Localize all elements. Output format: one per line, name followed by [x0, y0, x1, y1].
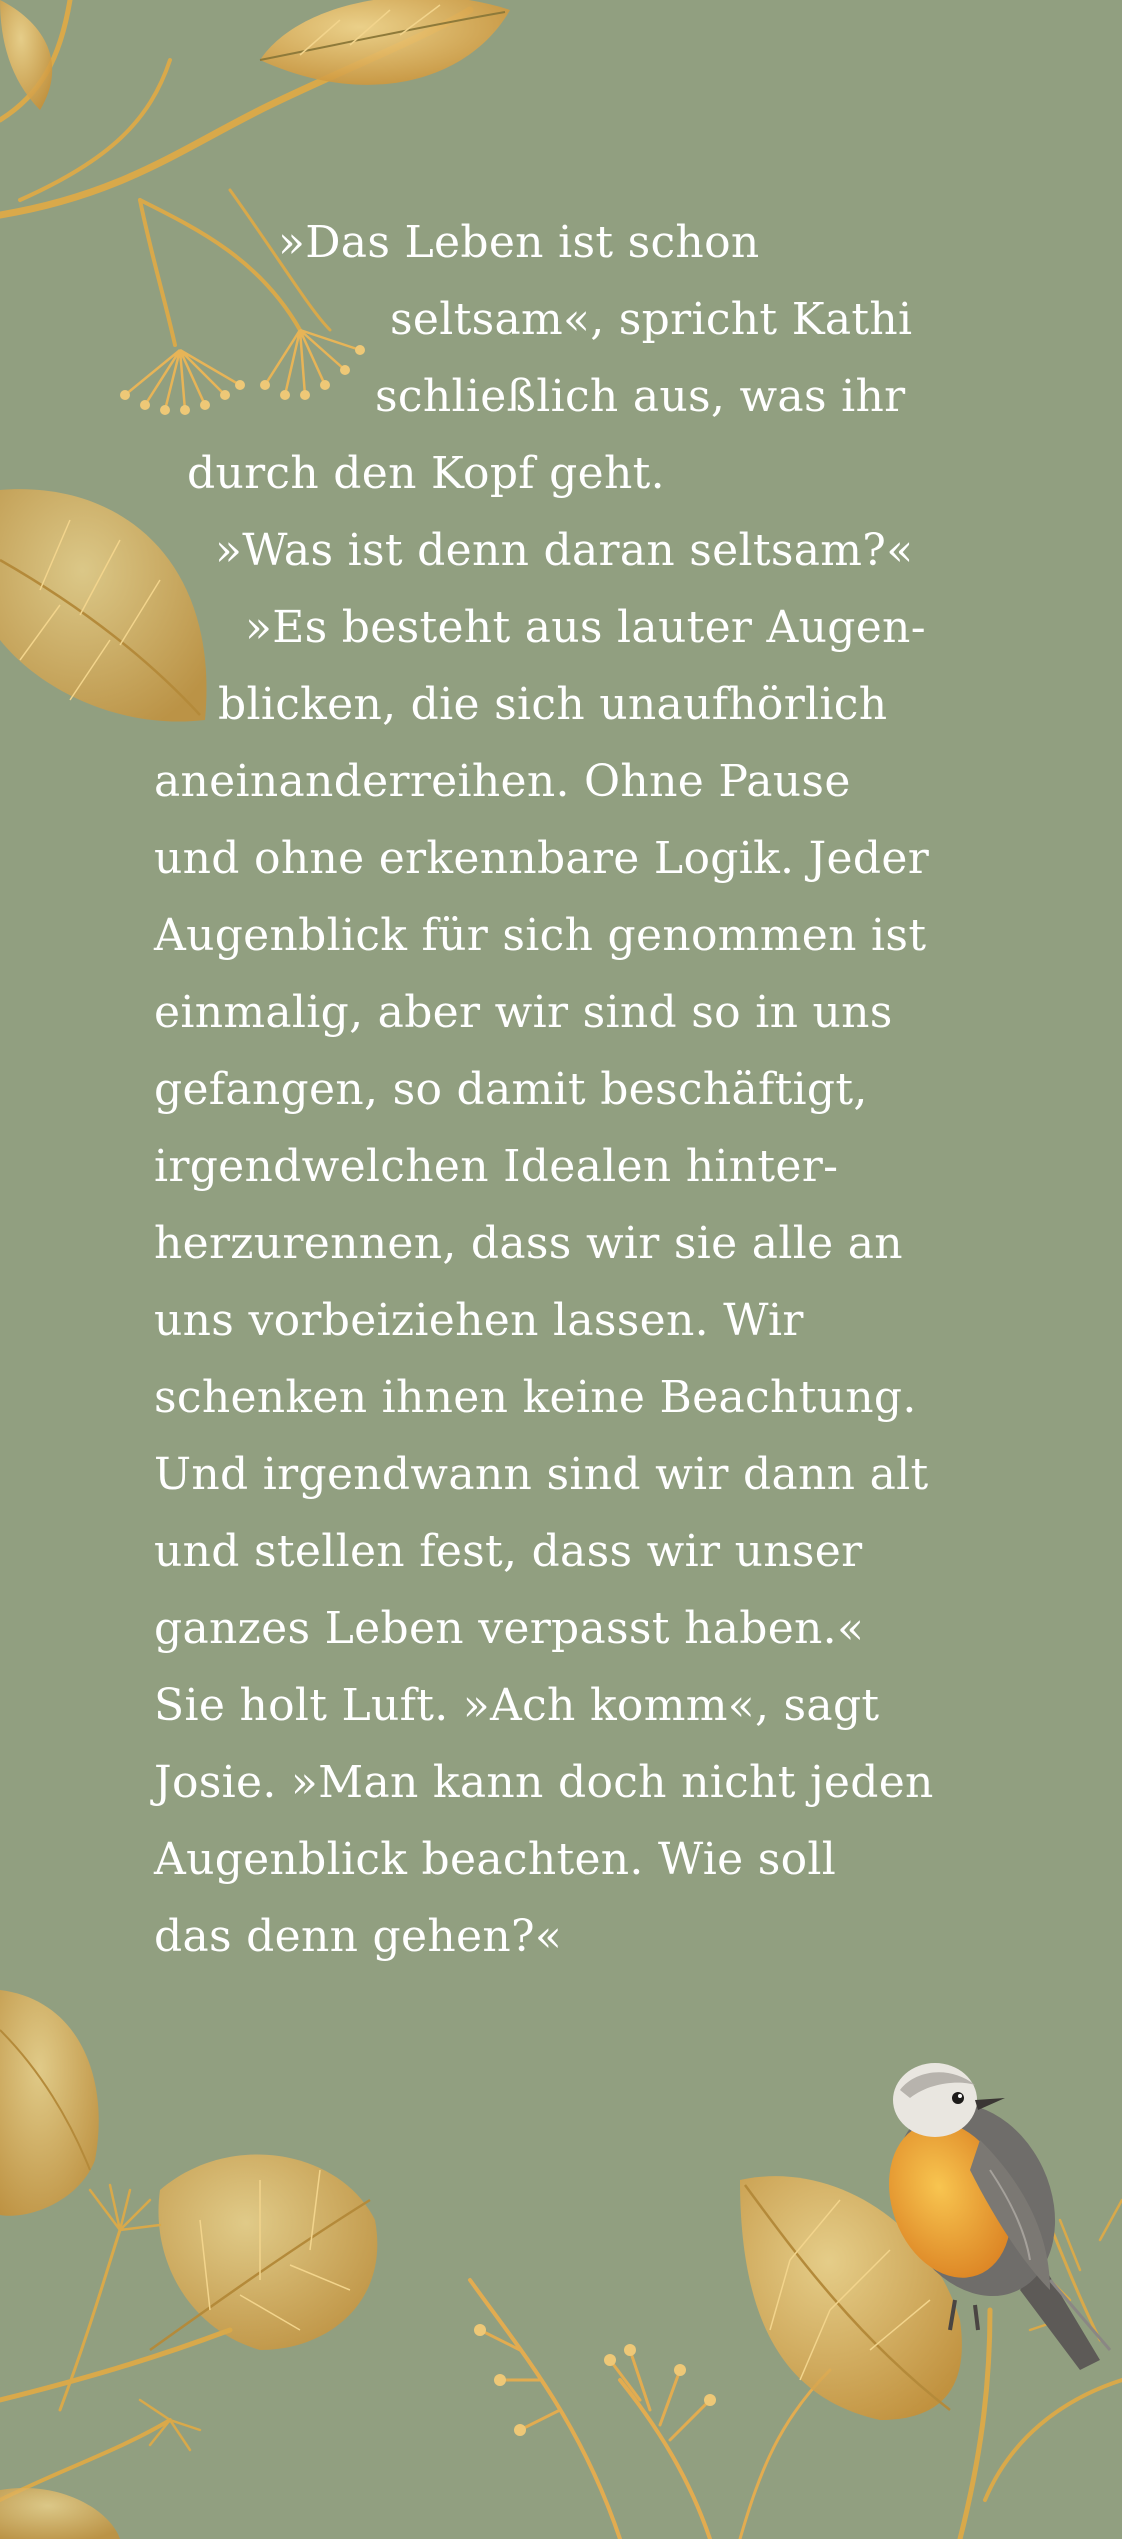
text-line: gefangen, so damit beschäftigt, [154, 1064, 868, 1115]
umbel-flowers-top [125, 330, 360, 410]
text-line: Augenblick für sich genommen ist [154, 910, 927, 961]
text-line: seltsam«, spricht Kathi [390, 294, 913, 345]
text-line: uns vorbeiziehen lassen. Wir [154, 1295, 804, 1346]
text-line: »Das Leben ist schon [278, 217, 760, 268]
text-line: »Was ist denn daran seltsam?« [215, 525, 914, 576]
top-small-leaf [0, 0, 52, 110]
text-line: blicken, die sich unaufhörlich [218, 679, 888, 730]
text-line: Josie. »Man kann doch nicht jeden [154, 1757, 934, 1808]
bottom-left-leaf-1 [0, 1990, 99, 2216]
text-line: durch den Kopf geht. [187, 448, 665, 499]
bottom-left-leaf-3 [0, 2488, 120, 2539]
text-line: das denn gehen?« [154, 1911, 563, 1962]
text-line: und stellen fest, dass wir unser [154, 1526, 863, 1577]
text-line: herzurennen, dass wir sie alle an [154, 1218, 903, 1269]
text-line: Augenblick beachten. Wie soll [154, 1834, 837, 1885]
top-leaf [260, 0, 510, 85]
text-line: ganzes Leben verpasst haben.« [154, 1603, 865, 1654]
bottom-left-leaf-2 [150, 2154, 377, 2350]
text-line: irgendwelchen Idealen hinter- [154, 1141, 839, 1192]
text-line: Sie holt Luft. »Ach komm«, sagt [154, 1680, 880, 1731]
text-line: einmalig, aber wir sind so in uns [154, 987, 893, 1038]
text-line: »Es besteht aus lauter Augen- [245, 602, 926, 653]
text-line: schenken ihnen keine Beachtung. [154, 1372, 917, 1423]
text-line: schließlich aus, was ihr [375, 371, 906, 422]
text-line: und ohne erkennbare Logik. Jeder [154, 833, 930, 884]
left-leaf [0, 489, 206, 721]
text-line: Und irgendwann sind wir dann alt [154, 1449, 929, 1500]
text-line: aneinanderreihen. Ohne Pause [154, 756, 851, 807]
